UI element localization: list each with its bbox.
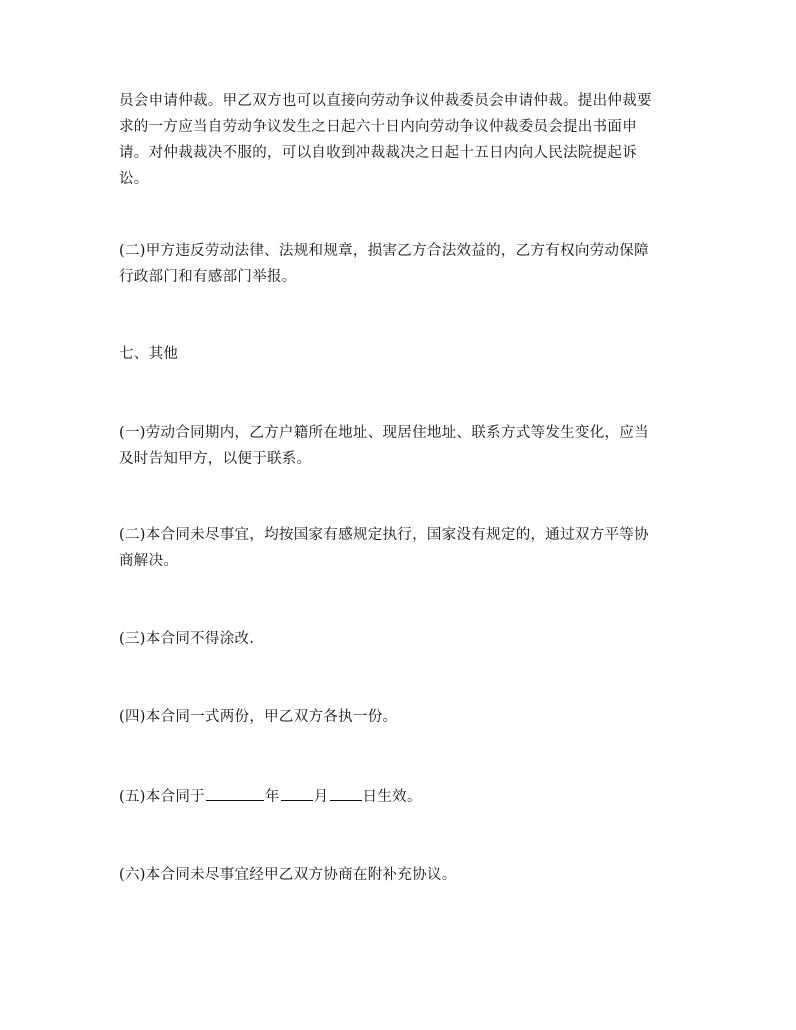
- section-heading-text: 七、其他: [119, 346, 179, 362]
- text-line: 请。对仲裁裁决不服的，可以自收到冲裁裁决之日起十五日内向人民法院提起诉: [119, 145, 637, 161]
- text-line: (四)本合同一式两份，甲乙双方各执一份。: [119, 709, 398, 725]
- section-heading-other: [119, 341, 689, 367]
- text-line: 求的一方应当自劳动争议发生之日起六十日内向劳动争议仲裁委员会提出书面申: [119, 119, 637, 135]
- text-line: (一)劳动合同期内，乙方户籍所在地址、现居住地址、联系方式等发生变化，应当: [119, 425, 649, 441]
- text-line: (三)本合同不得涂改.: [119, 631, 255, 647]
- month-blank-field[interactable]: [281, 786, 313, 801]
- day-suffix-label: 日生效。: [362, 789, 422, 805]
- day-blank-field[interactable]: [330, 786, 362, 801]
- text-line: 讼。: [119, 171, 149, 187]
- clause-unresolved-matters: [119, 522, 689, 574]
- clause-two-copies: [119, 704, 689, 730]
- report-violation-paragraph: [119, 238, 689, 290]
- effective-date-prefix: (五)本合同于: [119, 789, 205, 805]
- text-line: 商解决。: [119, 553, 179, 569]
- year-blank-field[interactable]: [206, 786, 264, 801]
- clause-effective-date: [119, 784, 689, 810]
- text-line: 行政部门和有感部门举报。: [119, 269, 297, 285]
- clause-contact-change: [119, 420, 689, 472]
- clause-supplementary-agreement: [119, 862, 689, 888]
- month-label: 月: [313, 789, 329, 805]
- effective-date-line: [119, 784, 689, 810]
- text-line: 员会申请仲裁。甲乙双方也可以直接向劳动争议仲裁委员会申请仲裁。提出仲裁要: [119, 93, 652, 109]
- text-line: (二)甲方违反劳动法律、法规和规章，损害乙方合法效益的，乙方有权向劳动保障: [119, 243, 649, 259]
- text-line: 及时告知甲方，以便于联系。: [119, 451, 312, 467]
- text-line: (二)本合同未尽事宜，均按国家有感规定执行，国家没有规定的，通过双方平等协: [119, 527, 649, 543]
- text-line: (六)本合同未尽事宜经甲乙双方协商在附补充协议。: [119, 867, 457, 883]
- year-label: 年: [264, 789, 280, 805]
- clause-no-alteration: [119, 626, 689, 652]
- arbitration-paragraph: [119, 88, 689, 192]
